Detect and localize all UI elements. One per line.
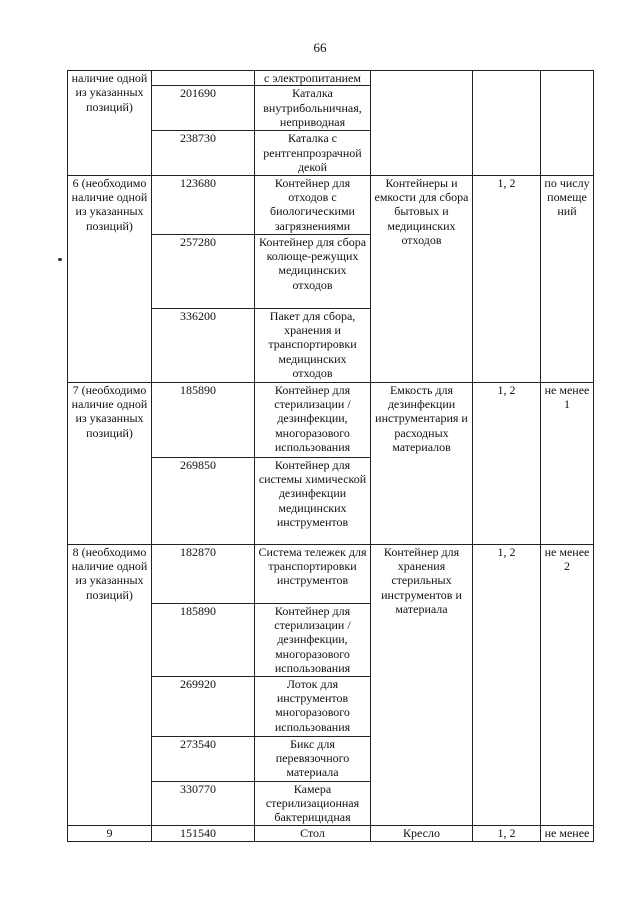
code-cell: 238730 (152, 131, 255, 175)
name-cell: Система тележек для транспортировки инструментов (255, 544, 371, 603)
item-number-cell: 6 (необходимо наличие одной из указанных позиций) (68, 175, 152, 382)
name-cell: Каталка с рентгенпрозрачной декой (255, 131, 371, 175)
page-number: 66 (313, 40, 327, 55)
item-number-cell: 8 (необходимо наличие одной из указанных позиций) (68, 544, 152, 825)
table-row (68, 544, 594, 603)
name-cell: Бикс для перевязочного материала (255, 736, 371, 781)
quantity-cell: не менее (541, 825, 594, 841)
code-cell: 269850 (152, 457, 255, 544)
table-row (68, 175, 594, 234)
purpose-cell (371, 71, 473, 176)
equipment-table (67, 70, 594, 842)
name-cell: Пакет для сбора, хранения и транспортировки медицинских отходов (255, 308, 371, 382)
code-cell: 273540 (152, 736, 255, 781)
code-cell: 257280 (152, 234, 255, 308)
code-cell: 201690 (152, 86, 255, 131)
name-cell: Камера стерилизационная бактерицидная (255, 781, 371, 825)
code-cell: 185890 (152, 603, 255, 676)
quantity-cell: не менее 1 (541, 382, 594, 544)
levels-cell (473, 71, 541, 176)
levels-cell: 1, 2 (473, 544, 541, 825)
quantity-cell: не менее 2 (541, 544, 594, 825)
purpose-cell: Контейнеры и емкости для сбора бытовых и медицинских отходов (371, 175, 473, 382)
name-cell: с электропитанием (255, 71, 371, 86)
name-cell: Стол (255, 825, 371, 841)
table-row (68, 382, 594, 457)
item-number-cell: 9 (68, 825, 152, 841)
levels-cell: 1, 2 (473, 825, 541, 841)
levels-cell: 1, 2 (473, 382, 541, 544)
name-cell: Контейнер для стерилизации /дезинфекции, многоразового использования (255, 382, 371, 457)
name-cell: Лоток для инструментов многоразового использования (255, 676, 371, 736)
code-cell: 269920 (152, 676, 255, 736)
item-number-cell: наличие одной из указанных позиций) (68, 71, 152, 176)
purpose-cell: Контейнер для хранения стерильных инструментов и материала (371, 544, 473, 825)
code-cell: 185890 (152, 382, 255, 457)
code-cell: 151540 (152, 825, 255, 841)
purpose-cell: Емкость для дезинфекции инструментария и расходных материалов (371, 382, 473, 544)
name-cell: Контейнер для стерилизации /дезинфекции, многоразового использования (255, 603, 371, 676)
code-cell: 330770 (152, 781, 255, 825)
levels-cell: 1, 2 (473, 175, 541, 382)
code-cell: 182870 (152, 544, 255, 603)
quantity-cell: по числу помеще ний (541, 175, 594, 382)
name-cell: Контейнер для сбора колюще-режущих медицинских отходов (255, 234, 371, 308)
table-row (68, 71, 594, 86)
code-cell (152, 71, 255, 86)
quantity-cell (541, 71, 594, 176)
name-cell: Контейнер для системы химической дезинфекции медицинских инструментов (255, 457, 371, 544)
scan-speck (58, 258, 62, 261)
name-cell: Контейнер для отходов с биологическими загрязнениями (255, 175, 371, 234)
name-cell: Каталка внутрибольничная, неприводная (255, 86, 371, 131)
item-number-cell: 7 (необходимо наличие одной из указанных позиций) (68, 382, 152, 544)
table-row (68, 825, 594, 841)
purpose-cell: Кресло (371, 825, 473, 841)
code-cell: 123680 (152, 175, 255, 234)
code-cell: 336200 (152, 308, 255, 382)
